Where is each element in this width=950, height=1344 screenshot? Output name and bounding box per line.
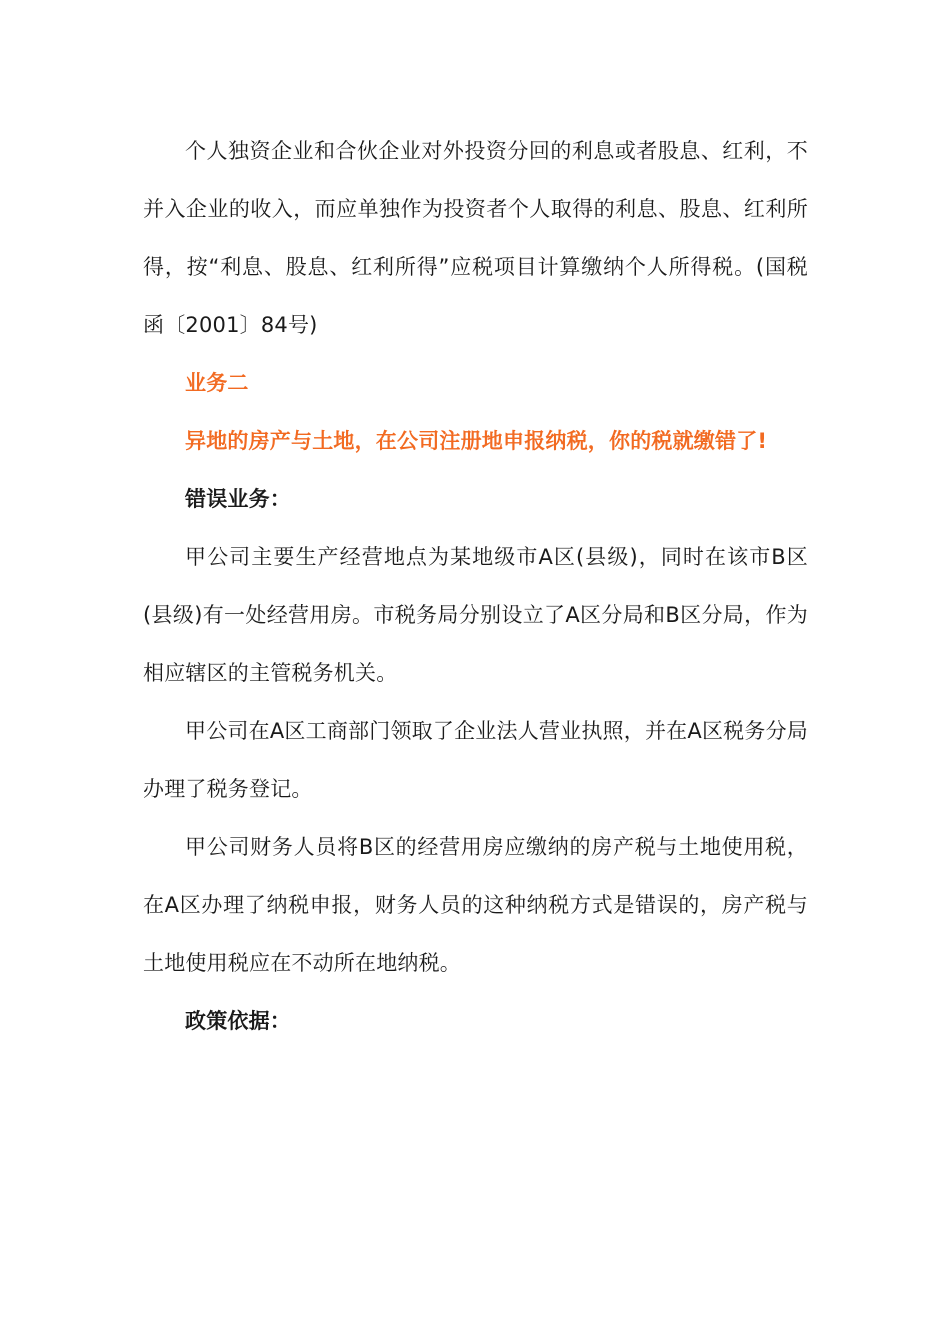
paragraph-registration: 甲公司在A区工商部门领取了企业法人营业执照，并在A区税务分局办理了税务登记。 — [143, 719, 808, 801]
document-body — [143, 122, 808, 1050]
section-subheading-tax-error: 异地的房产与土地，在公司注册地申报纳税，你的税就缴错了! — [185, 429, 768, 453]
label-wrong-business: 错误业务： — [185, 487, 291, 511]
paragraph-company-location: 甲公司主要生产经营地点为某地级市A区(县级)，同时在该市B区(县级)有一处经营用房。市税务局分别设立了A区分局和B区分局，作为相应辖区的主管税务机关。 — [143, 545, 808, 685]
paragraph-investment-income: 个人独资企业和合伙企业对外投资分回的利息或者股息、红利，不并入企业的收入，而应单独作为投资者个人取得的利息、股息、红利所得，按“利息、股息、红利所得”应税项目计算缴纳个人所得税。(国税函〔2001〕84号) — [143, 139, 808, 337]
label-policy-basis: 政策依据： — [185, 1009, 291, 1033]
section-heading-business-two: 业务二 — [185, 371, 249, 395]
paragraph-tax-filing-error: 甲公司财务人员将B区的经营用房应缴纳的房产税与土地使用税，在A区办理了纳税申报，财务人员的这种纳税方式是错误的，房产税与土地使用税应在不动所在地纳税。 — [143, 835, 808, 975]
